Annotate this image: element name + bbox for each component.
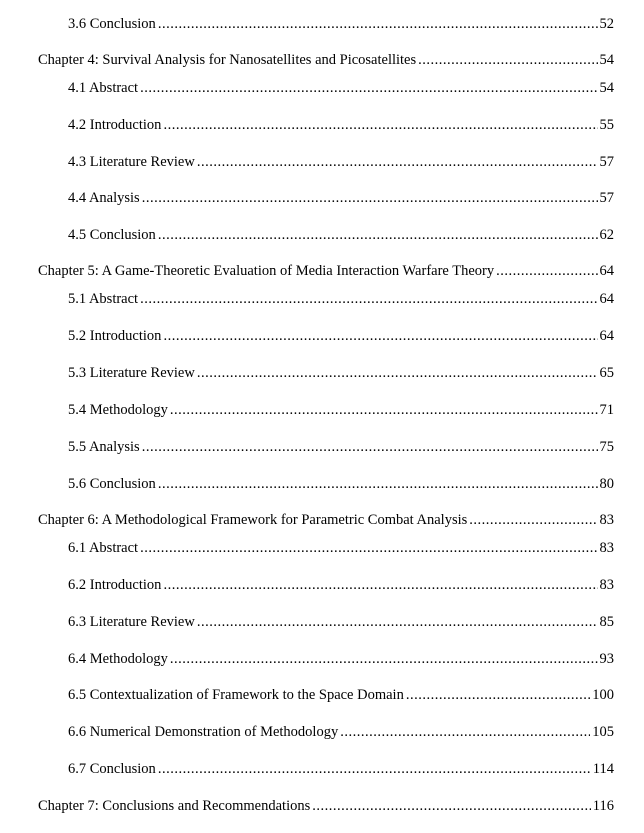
- dot-leader: [163, 326, 597, 346]
- toc-entry-5-4[interactable]: [68, 400, 614, 420]
- toc-entry-title: 4.5 Conclusion: [68, 227, 156, 243]
- toc-entry-6-1[interactable]: [68, 538, 614, 558]
- toc-entry-page: 57: [599, 154, 614, 170]
- toc-entry-title: 5.6 Conclusion: [68, 476, 156, 492]
- toc-entry-title: Chapter 7: Conclusions and Recommendations: [38, 798, 311, 814]
- toc-entry-page: 64: [599, 263, 614, 279]
- toc-entry-title: 6.2 Introduction: [68, 577, 162, 593]
- dot-leader: [158, 474, 598, 494]
- toc-entry-page: 64: [599, 328, 614, 344]
- toc-entry-page: 52: [599, 16, 614, 32]
- toc-entry-5-6[interactable]: [68, 474, 614, 494]
- toc-entry-title: Chapter 6: A Methodological Framework for Parametric Combat Analysis: [38, 512, 468, 528]
- dot-leader: [140, 538, 597, 558]
- toc-entry-page: 54: [599, 80, 614, 96]
- dot-leader: [406, 685, 590, 705]
- toc-entry-page: 54: [599, 52, 614, 68]
- toc-entry-page: 80: [599, 476, 614, 492]
- dot-leader: [158, 225, 598, 245]
- toc-entry-page: 64: [599, 291, 614, 307]
- toc-entry-chapter-7[interactable]: [38, 796, 614, 816]
- toc-entry-5-3[interactable]: [68, 363, 614, 383]
- toc-entry-title: 4.2 Introduction: [68, 117, 162, 133]
- dot-leader: [496, 261, 597, 281]
- dot-leader: [170, 649, 598, 669]
- toc-entry-page: 83: [599, 577, 614, 593]
- dot-leader: [163, 115, 597, 135]
- dot-leader: [140, 78, 597, 98]
- toc-entry-4-3[interactable]: [68, 152, 614, 172]
- dot-leader: [140, 289, 597, 309]
- dot-leader: [418, 50, 597, 70]
- dot-leader: [163, 575, 597, 595]
- toc-entry-page: 105: [592, 724, 614, 740]
- toc-entry-page: 116: [592, 798, 614, 814]
- toc-entry-page: 100: [592, 687, 614, 703]
- toc-entry-title: 4.1 Abstract: [68, 80, 139, 96]
- dot-leader: [312, 796, 591, 816]
- toc-entry-4-1[interactable]: [68, 78, 614, 98]
- toc-entry-page: 114: [592, 761, 614, 777]
- toc-entry-page: 55: [599, 117, 614, 133]
- toc-entry-title: 3.6 Conclusion: [68, 16, 156, 32]
- toc-entry-page: 62: [599, 227, 614, 243]
- toc-entry-title: Chapter 4: Survival Analysis for Nanosatellites and Picosatellites: [38, 52, 417, 68]
- toc-entry-title: 4.4 Analysis: [68, 190, 140, 206]
- toc-entry-title: 6.3 Literature Review: [68, 614, 195, 630]
- toc-entry-page: 93: [599, 651, 614, 667]
- dot-leader: [142, 188, 598, 208]
- toc-entry-page: 65: [599, 365, 614, 381]
- toc-entry-page: 85: [599, 614, 614, 630]
- toc-entry-title: 6.7 Conclusion: [68, 761, 156, 777]
- toc-entry-6-4[interactable]: [68, 649, 614, 669]
- dot-leader: [197, 612, 598, 632]
- toc-entry-5-1[interactable]: [68, 289, 614, 309]
- dot-leader: [158, 14, 598, 34]
- toc-entry-title: Chapter 5: A Game-Theoretic Evaluation of Media Interaction Warfare Theory: [38, 263, 495, 279]
- toc-entry-title: 5.5 Analysis: [68, 439, 140, 455]
- toc-entry-title: 4.3 Literature Review: [68, 154, 195, 170]
- toc-entry-6-6[interactable]: [68, 722, 614, 742]
- toc-entry-page: 57: [599, 190, 614, 206]
- toc-entry-chapter-6[interactable]: [38, 510, 614, 530]
- toc-entry-title: 5.4 Methodology: [68, 402, 168, 418]
- dot-leader: [197, 152, 598, 172]
- toc-entry-title: 5.1 Abstract: [68, 291, 139, 307]
- dot-leader: [158, 759, 591, 779]
- toc-entry-4-4[interactable]: [68, 188, 614, 208]
- toc-entry-5-2[interactable]: [68, 326, 614, 346]
- toc-entry-title: 5.2 Introduction: [68, 328, 162, 344]
- dot-leader: [340, 722, 590, 742]
- toc-entry-page: 75: [599, 439, 614, 455]
- toc-entry-page: 71: [599, 402, 614, 418]
- dot-leader: [469, 510, 597, 530]
- dot-leader: [170, 400, 598, 420]
- toc-entry-title: 6.4 Methodology: [68, 651, 168, 667]
- toc-entry-3-6[interactable]: [68, 14, 614, 34]
- toc-entry-4-2[interactable]: [68, 115, 614, 135]
- dot-leader: [142, 437, 598, 457]
- toc-entry-6-7[interactable]: [68, 759, 614, 779]
- toc-entry-4-5[interactable]: [68, 225, 614, 245]
- toc-entry-chapter-5[interactable]: [38, 261, 614, 281]
- toc-entry-6-3[interactable]: [68, 612, 614, 632]
- dot-leader: [197, 363, 598, 383]
- toc-entry-title: 6.5 Contextualization of Framework to the Space Domain: [68, 687, 404, 703]
- toc-entry-title: 5.3 Literature Review: [68, 365, 195, 381]
- toc-entry-6-5[interactable]: [68, 685, 614, 705]
- toc-entry-5-5[interactable]: [68, 437, 614, 457]
- toc-entry-title: 6.6 Numerical Demonstration of Methodology: [68, 724, 339, 740]
- toc-entry-page: 83: [599, 540, 614, 556]
- toc-entry-page: 83: [599, 512, 614, 528]
- toc-entry-6-2[interactable]: [68, 575, 614, 595]
- toc-entry-title: 6.1 Abstract: [68, 540, 139, 556]
- toc-entry-chapter-4[interactable]: [38, 50, 614, 70]
